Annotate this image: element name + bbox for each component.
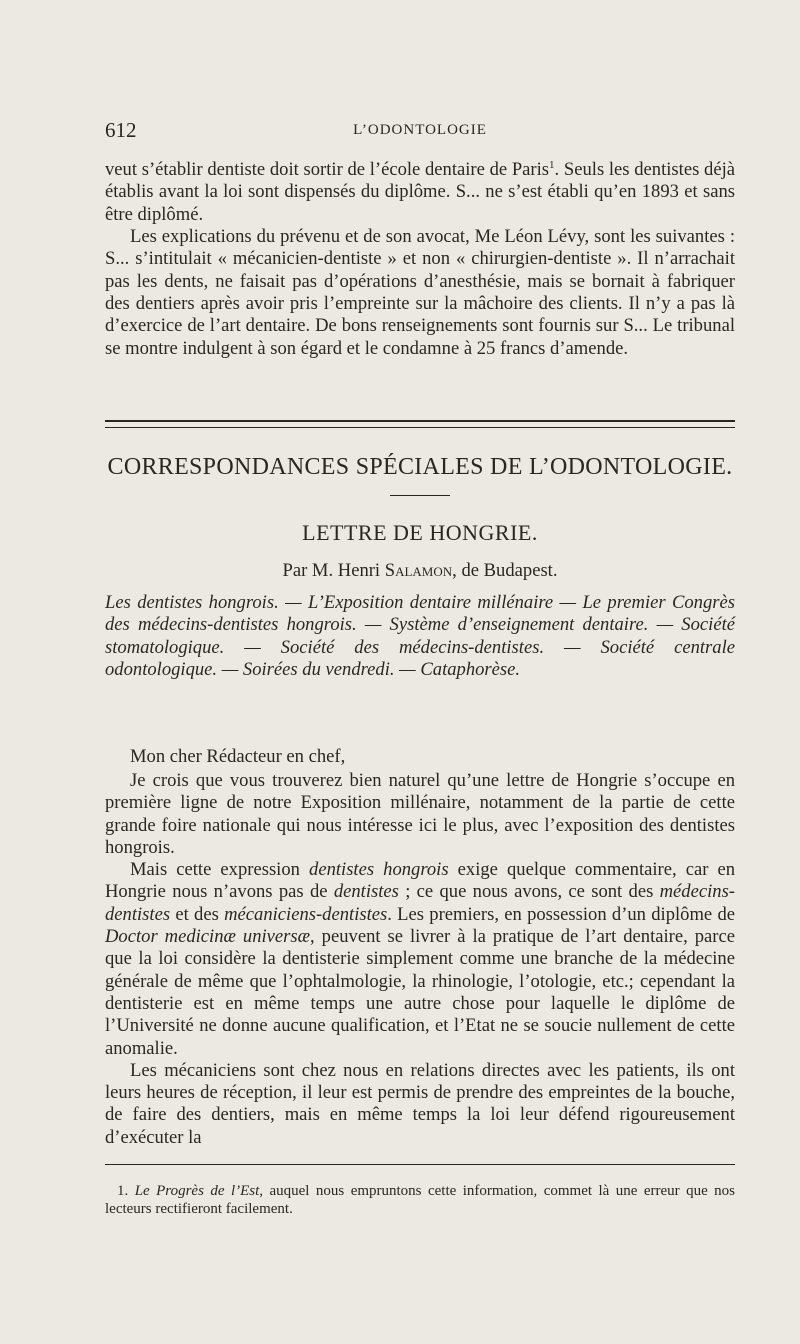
body-paragraph-2-text: . Les premiers, en possession d’un diplôme de <box>387 903 736 925</box>
footnote-number: 1. <box>117 1183 129 1199</box>
footnote-source: Le Progrès de l’Est <box>134 1183 260 1199</box>
byline-suffix: , de Budapest. <box>452 560 558 581</box>
letter-body <box>105 770 735 1149</box>
body-paragraph-2-italic: dentistes hongrois <box>309 859 449 881</box>
salutation: Mon cher Rédacteur en chef, <box>130 746 346 767</box>
title-divider <box>390 495 450 496</box>
top-paragraph-2: Les explications du prévenu et de son avocat, Me Léon Lévy, sont les suivantes : S... s’intitulait « mécanicien-dentiste » et non « chirurgien-dentiste ». Il n’arrachait pas les dents, ne faisait pas d’opérations d’anesthésie, mais se bornait à fabriquer des dentiers après avoir pris l’empreinte sur la mâchoire des clients. Il n’y a pas là d’exercice de l’art dentaire. De bons renseignements sont fournis sur S... Le tribunal se montre indulgent à son égard et le condamne à 25 francs d’amende. <box>105 226 735 359</box>
body-paragraph-2-italic: Doctor medicinæ universæ <box>105 926 311 948</box>
body-paragraph-2-text: , peuvent se livrer à la pratique de l’art dentaire, parce que la loi considère la dentisterie simplement comme une branche de la médecine générale de même que l’ophtalmologie, la rhinologie, l’otologie, etc.; cependant la dentisterie est en même temps une autre chose pour laquelle le diplôme de l’Université ne donne aucune qualification, et l’Etat ne se soucie nullement de cette anomalie. <box>105 926 735 1059</box>
top-paragraph-1-text: veut s’établir dentiste doit sortir de l’école dentaire de Paris <box>105 159 550 181</box>
running-title: L’ODONTOLOGIE <box>353 122 487 138</box>
body-paragraph-2-text: et des <box>170 903 225 925</box>
top-paragraph-1-text-end: . Seuls les dentistes déjà établis avant la loi sont dispensés du diplôme. S... ne s’est établi qu’en 1893 et sans être diplômé. <box>105 159 735 225</box>
page-header <box>105 118 735 148</box>
footnote-text: , auquel nous empruntons cette information, commet là une erreur que nos lecteurs rectifieront facilement. <box>105 1183 736 1217</box>
top-paragraph-1 <box>105 154 735 226</box>
body-paragraph-2-italic: mécaniciens-dentistes <box>224 903 388 925</box>
section-title: CORRESPONDANCES SPÉCIALES DE L’ODONTOLOGIE. <box>107 454 733 480</box>
page-number: 612 <box>105 118 137 142</box>
body-paragraph-2-text: Mais cette expression <box>130 859 310 881</box>
footnote <box>105 1183 735 1218</box>
footnote-reference: 1 <box>549 159 555 171</box>
top-text-block <box>105 154 735 360</box>
letter-summary: Les dentistes hongrois. — L’Exposition dentaire millénaire — Le premier Congrès des médecins-dentistes hongrois. — Système d’enseignement dentaire. — Société stomatologique. — Société des médecins-dentistes. — Société centrale odontologique. — Soirées du vendredi. — Cataphorèse. <box>105 592 735 680</box>
author-surname: Salamon <box>384 560 453 581</box>
body-paragraph-3: Les mécaniciens sont chez nous en relations directes avec les patients, ils ont leurs heures de réception, il leur est permis de prendre des empreintes de la bouche, de faire des dentiers, mais en même temps la loi leur défend rigoureusement d’exécuter la <box>105 1059 735 1148</box>
byline-prefix: Par M. Henri <box>282 560 385 581</box>
body-paragraph-2-italic: dentistes <box>333 881 399 903</box>
body-paragraph-2-text: ; ce que nous avons, ce sont des <box>398 881 660 903</box>
section-divider <box>105 420 735 428</box>
footnote-divider <box>105 1164 735 1165</box>
letter-title: LETTRE DE HONGRIE. <box>302 520 538 545</box>
body-paragraph-2-text: exige quelque commentaire, car en Hongrie nous n’avons pas de <box>105 859 736 903</box>
body-paragraph-1: Je crois que vous trouverez bien naturel qu’une lettre de Hongrie s’occupe en première ligne de notre Exposition millénaire, notamment de la partie de cette grande foire nationale qui nous intéresse ici le plus, avec l’exposition des dentistes hongrois. <box>105 770 735 858</box>
byline <box>105 560 735 582</box>
body-paragraph-2 <box>105 859 735 1060</box>
body-paragraph-2-italic: médecins-dentistes <box>105 881 735 925</box>
